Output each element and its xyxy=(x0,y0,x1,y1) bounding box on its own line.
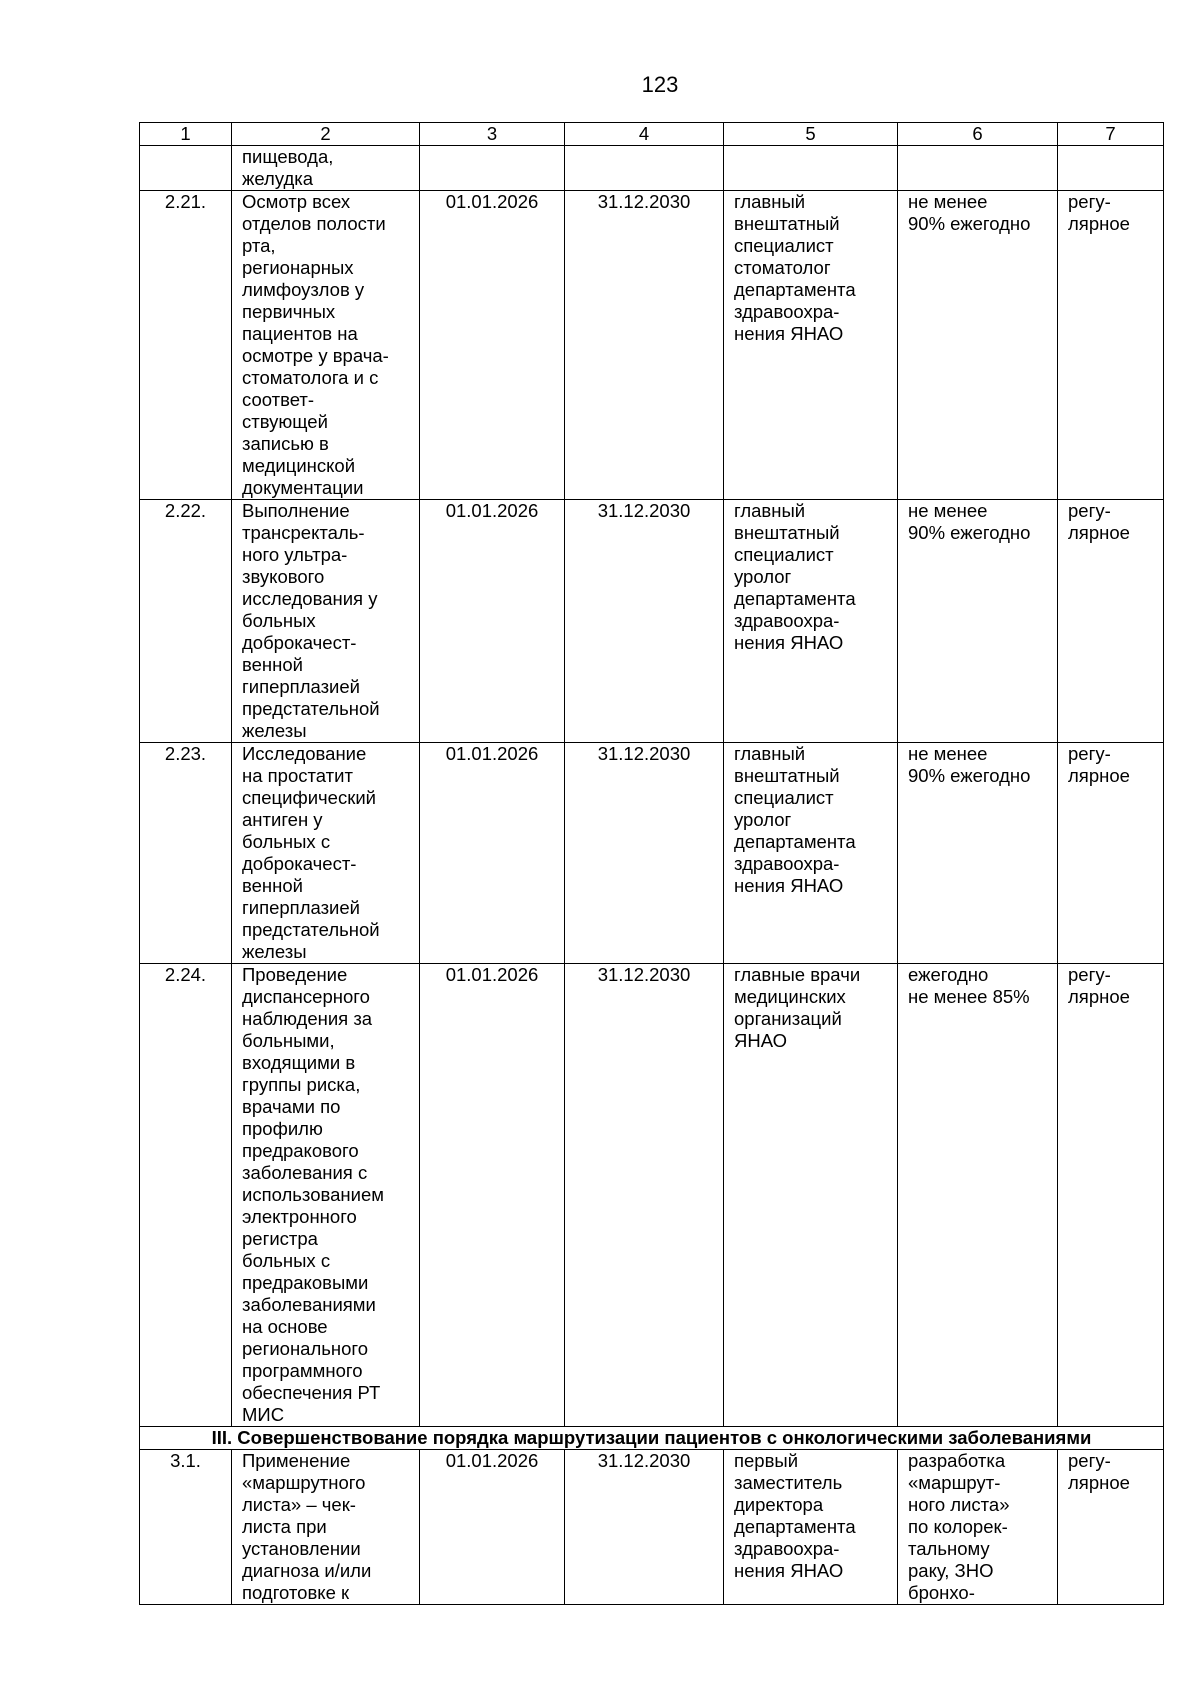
column-numbers-row xyxy=(140,123,1164,146)
page-number: 123 xyxy=(641,72,679,97)
table-row xyxy=(140,1450,1164,1605)
start-date: 01.01.2026 xyxy=(420,743,565,964)
start-date: 01.01.2026 xyxy=(420,964,565,1427)
table-row xyxy=(140,500,1164,743)
item-number: 2.21. xyxy=(140,191,232,500)
responsible-person: главный внештатный специалист уролог департамента здравоохра- нения ЯНАО xyxy=(724,500,898,743)
item-number: 3.1. xyxy=(140,1450,232,1605)
column-number: 4 xyxy=(565,123,724,146)
measure-name: пищевода, желудка xyxy=(232,146,420,191)
measure-character: регу- лярное xyxy=(1058,743,1164,964)
column-number: 3 xyxy=(420,123,565,146)
table-row xyxy=(140,191,1164,500)
start-date: 01.01.2026 xyxy=(420,500,565,743)
target-indicator: не менее 90% ежегодно xyxy=(898,500,1058,743)
end-date: 31.12.2030 xyxy=(565,743,724,964)
column-number: 2 xyxy=(232,123,420,146)
end-date: 31.12.2030 xyxy=(565,500,724,743)
measure-name: Проведение диспансерного наблюдения за больными, входящими в группы риска, врачами по профилю предракового заболевания с использованием электронного регистра больных с предраковыми заболеваниями на основе регионального программного обеспечения РТ МИС xyxy=(232,964,420,1427)
measure-name: Применение «маршрутного листа» – чек- листа при установлении диагноза и/или подготовке к xyxy=(232,1450,420,1605)
responsible-person: главный внештатный специалист уролог департамента здравоохра- нения ЯНАО xyxy=(724,743,898,964)
measures-table xyxy=(139,122,1164,1605)
end-date: 31.12.2030 xyxy=(565,964,724,1427)
measure-character xyxy=(1058,146,1164,191)
responsible-person xyxy=(724,146,898,191)
column-number: 5 xyxy=(724,123,898,146)
responsible-person: первый заместитель директора департамента здравоохра- нения ЯНАО xyxy=(724,1450,898,1605)
measure-name: Исследование на простатит специфический антиген у больных с доброкачест- венной гиперплазией предстательной железы xyxy=(232,743,420,964)
measure-character: регу- лярное xyxy=(1058,191,1164,500)
item-number: 2.23. xyxy=(140,743,232,964)
target-indicator xyxy=(898,146,1058,191)
end-date xyxy=(565,146,724,191)
end-date: 31.12.2030 xyxy=(565,191,724,500)
target-indicator: ежегодно не менее 85% xyxy=(898,964,1058,1427)
measure-character: регу- лярное xyxy=(1058,500,1164,743)
target-indicator: не менее 90% ежегодно xyxy=(898,743,1058,964)
table-row xyxy=(140,146,1164,191)
section-heading: III. Совершенствование порядка маршрутизации пациентов с онкологическими заболеваниями xyxy=(140,1427,1164,1450)
table-row xyxy=(140,743,1164,964)
target-indicator: разработка «маршрут- ного листа» по колорек- тальному раку, ЗНО бронхо- xyxy=(898,1450,1058,1605)
item-number xyxy=(140,146,232,191)
section-heading-row xyxy=(140,1427,1164,1450)
start-date xyxy=(420,146,565,191)
column-number: 7 xyxy=(1058,123,1164,146)
responsible-person: главный внештатный специалист стоматолог департамента здравоохра- нения ЯНАО xyxy=(724,191,898,500)
column-number: 1 xyxy=(140,123,232,146)
column-number: 6 xyxy=(898,123,1058,146)
target-indicator: не менее 90% ежегодно xyxy=(898,191,1058,500)
item-number: 2.24. xyxy=(140,964,232,1427)
start-date: 01.01.2026 xyxy=(420,191,565,500)
measure-name: Выполнение трансректаль- ного ультра- звукового исследования у больных доброкачест- венной гиперплазией предстательной железы xyxy=(232,500,420,743)
end-date: 31.12.2030 xyxy=(565,1450,724,1605)
measure-name: Осмотр всех отделов полости рта, регионарных лимфоузлов у первичных пациентов на осмотре у врача- стоматолога и с соответ- ствующей записью в медицинской документации xyxy=(232,191,420,500)
start-date: 01.01.2026 xyxy=(420,1450,565,1605)
measure-character: регу- лярное xyxy=(1058,964,1164,1427)
item-number: 2.22. xyxy=(140,500,232,743)
measure-character: регу- лярное xyxy=(1058,1450,1164,1605)
responsible-person: главные врачи медицинских организаций ЯНАО xyxy=(724,964,898,1427)
table-row xyxy=(140,964,1164,1427)
